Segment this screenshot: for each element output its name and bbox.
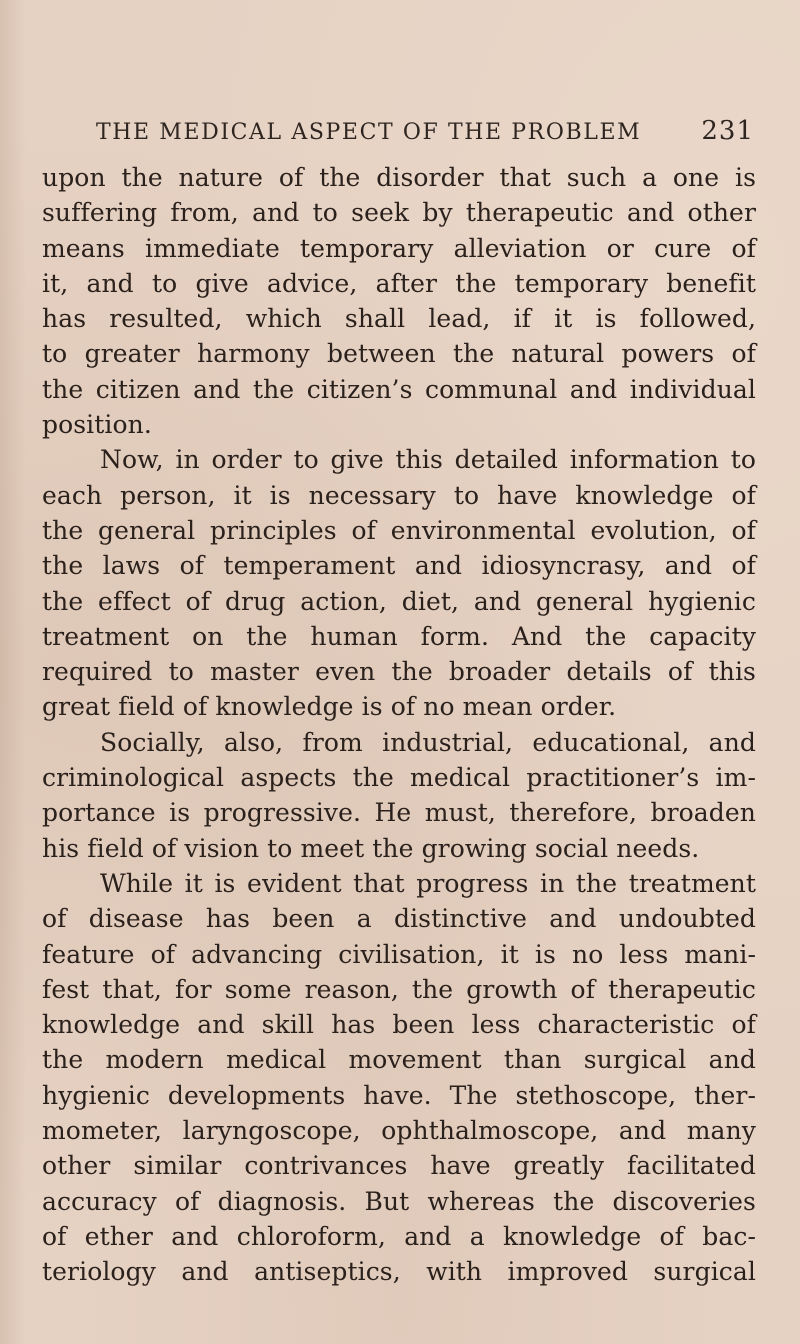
text-line: the laws of temperament and idiosyncrasy, and of [42, 551, 756, 581]
text-line: of ether and chloroform, and a knowledge of bac- [42, 1221, 756, 1251]
text-line: fest that, for some reason, the growth of therapeutic [42, 974, 756, 1004]
page-gutter-shadow [0, 0, 26, 1344]
text-line: it, and to give advice, after the temporary benefit [42, 268, 756, 298]
paragraph-first-line: Now, in order to give this detailed information to [100, 445, 756, 475]
text-line: feature of advancing civilisation, it is no less mani- [42, 939, 756, 969]
text-line: the citizen and the citizen’s communal and individual [42, 374, 756, 404]
text-line: suffering from, and to seek by therapeutic and other [42, 198, 756, 228]
running-head [96, 116, 754, 154]
text-line: means immediate temporary alleviation or cure of [42, 233, 756, 263]
text-line: accuracy of diagnosis. But whereas the discoveries [42, 1186, 756, 1216]
text-line: other similar contrivances have greatly facilitated [42, 1151, 756, 1181]
text-line: required to master even the broader details of this [42, 657, 756, 687]
text-line: criminological aspects the medical practitioner’s im- [42, 763, 756, 793]
text-line: the modern medical movement than surgical and [42, 1045, 756, 1075]
text-line: portance is progressive. He must, therefore, broaden [42, 798, 756, 828]
text-line: treatment on the human form. And the capacity [42, 621, 756, 651]
text-line: the general principles of environmental evolution, of [42, 515, 756, 545]
text-line: to greater harmony between the natural powers of [42, 339, 756, 369]
running-head-title: THE MEDICAL ASPECT OF THE PROBLEM [96, 120, 642, 145]
text-line: has resulted, which shall lead, if it is followed, [42, 304, 756, 334]
body-text [42, 160, 756, 1290]
paragraph-first-line: Socially, also, from industrial, educational, and [100, 727, 756, 757]
page-number: 231 [701, 116, 754, 146]
text-line: upon the nature of the disorder that such a one is [42, 163, 756, 192]
paragraph-first-line: While it is evident that progress in the treatment [100, 868, 756, 898]
text-line: position. [42, 410, 152, 440]
text-line: knowledge and skill has been less characteristic of [42, 1010, 756, 1040]
text-line: hygienic developments have. The stethoscope, ther- [42, 1080, 756, 1110]
text-line: of disease has been a distinctive and undoubted [42, 904, 756, 934]
text-line: mometer, laryngoscope, ophthalmoscope, and many [42, 1116, 756, 1146]
text-line: his field of vision to meet the growing social needs. [42, 833, 700, 863]
text-line: each person, it is necessary to have knowledge of [42, 480, 756, 510]
text-line: teriology and antiseptics, with improved surgical [42, 1257, 756, 1287]
text-line: the effect of drug action, diet, and general hygienic [42, 586, 756, 616]
text-line: great field of knowledge is of no mean order. [42, 692, 617, 722]
